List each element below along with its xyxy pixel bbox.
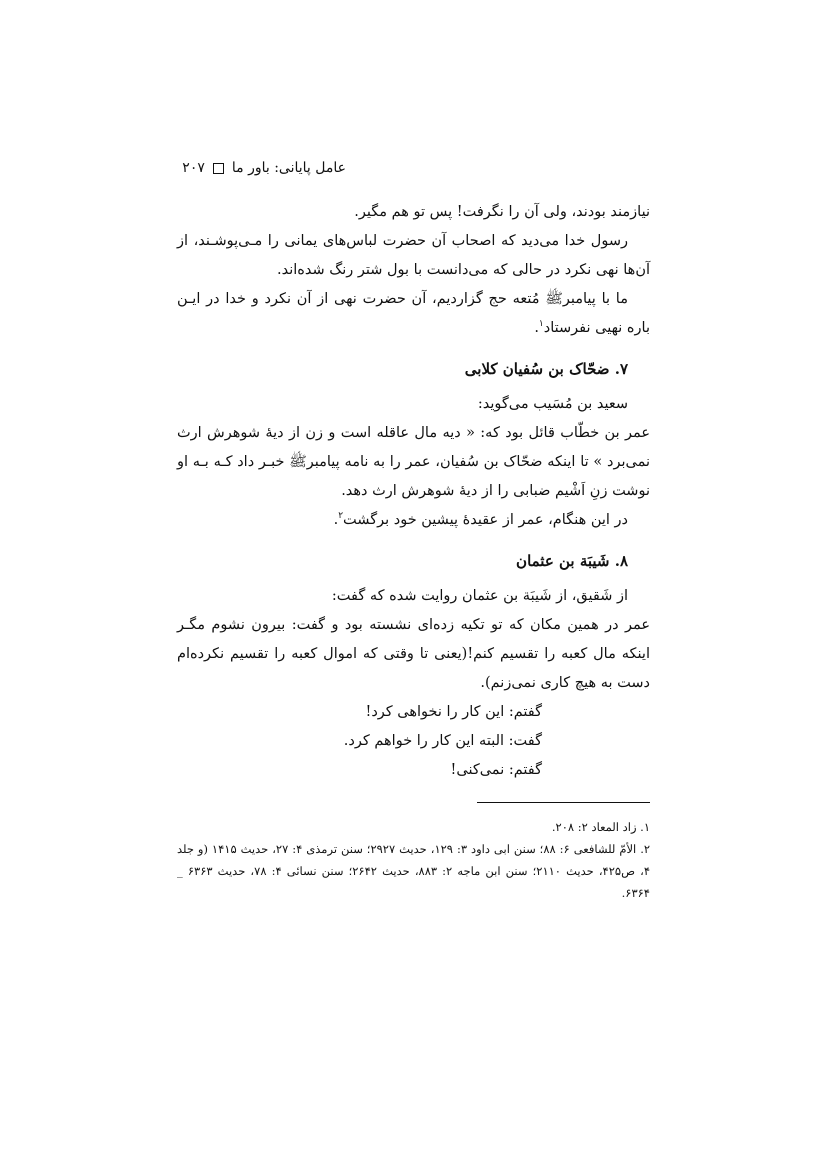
paragraph: از شَقیق، از شَیبَة بن عثمان روایت شده که گفت: — [331, 588, 628, 604]
footnotes — [177, 816, 650, 904]
paragraph: نیازمند بودند، ولی آن را نگرفت! پس تو هم مگیر. — [354, 204, 650, 220]
paragraph: عمر در همین مکان که تو تکیه زده‌ای نشسته بود و گفت: بیرون نشوم مگـر اینکه مال کعبه را تقسیم کنم!(یعنی تا وقتی که اموال کعبه را تقسیم نکرده‌ام دست به هیچ کاری نمی‌زنم). — [177, 617, 650, 691]
paragraph: ما با پیامبرﷺ مُتعه حج گزاردیم، آن حضرت نهی از آن نکرد و خدا در ایـن باره نهیی نفرستاد$^۱$. — [177, 291, 650, 336]
footnote: ۲. الأمّ للشافعی ۶: ۸۸؛ سنن ابی داود ۳: ۱۲۹، حدیث ۲۹۲۷؛ سنن ترمذی ۴: ۲۷، حدیث ۱۴۱۵ (و جلد ۴، ص۴۲۵، حدیث ۲۱۱۰؛ سنن ابن ماجه ۲: ۸۸۳، حدیث ۲۶۴۲؛ سنن نسائی ۴: ۷۸، حدیث ۶۳۶۳ _ ۶۳۶۴. — [177, 842, 651, 900]
dialogue-line: گفت: البته این کار را خواهم کرد. — [343, 733, 542, 749]
footnote-separator — [477, 802, 650, 803]
paragraph: در این هنگام، عمر از عقیدهٔ پیشین خود برگشت$^۲$. — [333, 511, 628, 528]
dialogue-line: گفتم: این کار را نخواهی کرد! — [365, 704, 542, 720]
running-title: عامل پایانی: باور ما — [231, 160, 346, 176]
running-header — [182, 160, 346, 176]
paragraph: رسول خدا می‌دید که اصحاب آن حضرت لباس‌های یمانی را مـی‌پوشـند، از آن‌ها نهی نکرد در حالی که می‌دانست با بول شتر رنگ شده‌اند. — [177, 233, 650, 278]
paragraph: عمر بن خطّاب قائل بود که: « دیه مال عاقله است و زن از دیهٔ شوهرش ارث نمی‌برد » تا اینکه ضحّاک بن سُفیان، عمر را به نامه پیامبرﷺ خبـر داد کـه بـه او نوشت زنِ اَشْیم ضبابی را از دیهٔ شوهرش ارث دهد. — [177, 425, 650, 499]
page-number: ۲۰۷ — [182, 160, 205, 176]
section-heading: ۷. ضحّاک بن سُفیان کلابی — [464, 360, 628, 378]
footnote: ۱. زاد المعاد ۲: ۲۰۸. — [551, 820, 650, 834]
paragraph-text: ما با پیامبرﷺ مُتعه حج گزاردیم، آن حضرت نهی از آن نکرد و خدا در ایـن باره نهیی نفرستاد — [177, 291, 650, 336]
footnote-ref: ۱ — [538, 319, 544, 330]
header-square-ornament — [213, 163, 224, 174]
paragraph-text: در این هنگام، عمر از عقیدهٔ پیشین خود برگشت — [343, 512, 628, 528]
paragraph: سعید بن مُسَیب می‌گوید: — [477, 396, 628, 412]
footnote-ref: ۲ — [338, 511, 344, 522]
section-heading: ۸. شَیبَة بن عثمان — [516, 552, 628, 570]
body-text — [177, 198, 650, 785]
dialogue-line: گفتم: نمی‌کنی! — [450, 762, 542, 778]
